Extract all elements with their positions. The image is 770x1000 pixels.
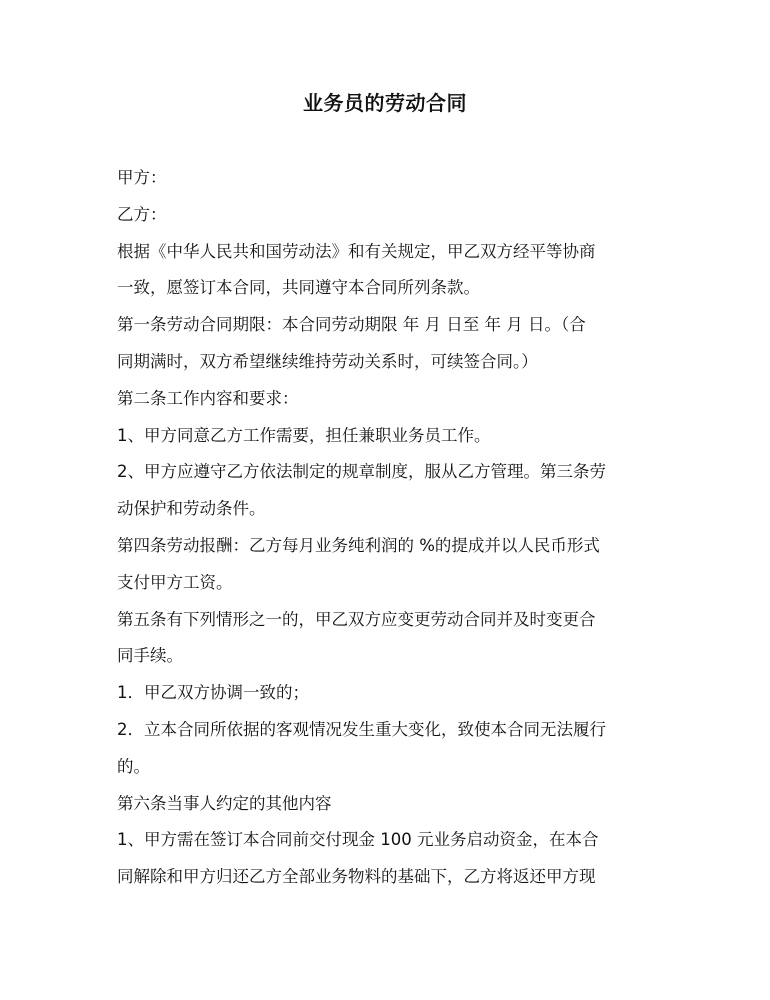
body-line: 第五条有下列情形之一的，甲乙双方应变更劳动合同并及时变更合 [117,609,596,629]
body-line: 同期满时，双方希望继续维持劳动关系时，可续签合同。） [117,351,538,371]
body-line: 1、甲方需在签订本合同前交付现金 100 元业务启动资金，在本合 [117,830,599,850]
body-line: 1、甲方同意乙方工作需要，担任兼职业务员工作。 [117,425,491,445]
document-title: 业务员的劳动合同 [303,91,467,115]
body-line: 支付甲方工资。 [117,572,233,592]
document-body [117,160,657,896]
body-line: 同手续。 [117,646,183,666]
body-line: 2、甲方应遵守乙方依法制定的规章制度，服从乙方管理。第三条劳 [117,462,606,482]
body-line: 第六条当事人约定的其他内容 [117,793,332,813]
body-line: 第四条劳动报酬：乙方每月业务纯利润的 %的提成并以人民币形式 [117,535,600,555]
body-line: 1．甲乙双方协调一致的； [117,683,309,703]
body-line: 2．立本合同所依据的客观情况发生重大变化，致使本合同无法履行 [117,719,606,739]
body-line: 同解除和甲方归还乙方全部业务物料的基础下，乙方将返还甲方现 [117,867,596,887]
body-line: 一致，愿签订本合同，共同遵守本合同所列条款。 [117,278,480,298]
body-line: 动保护和劳动条件。 [117,499,266,519]
body-line: 的。 [117,756,150,776]
party-b-line: 乙方： [117,204,167,224]
body-line: 第一条劳动合同期限：本合同劳动期限 年 月 日至 年 月 日。（合 [117,315,586,335]
body-line: 根据《中华人民共和国劳动法》和有关规定，甲乙双方经平等协商 [117,241,596,261]
body-line: 第二条工作内容和要求： [117,388,299,408]
party-a-line: 甲方： [117,168,167,187]
